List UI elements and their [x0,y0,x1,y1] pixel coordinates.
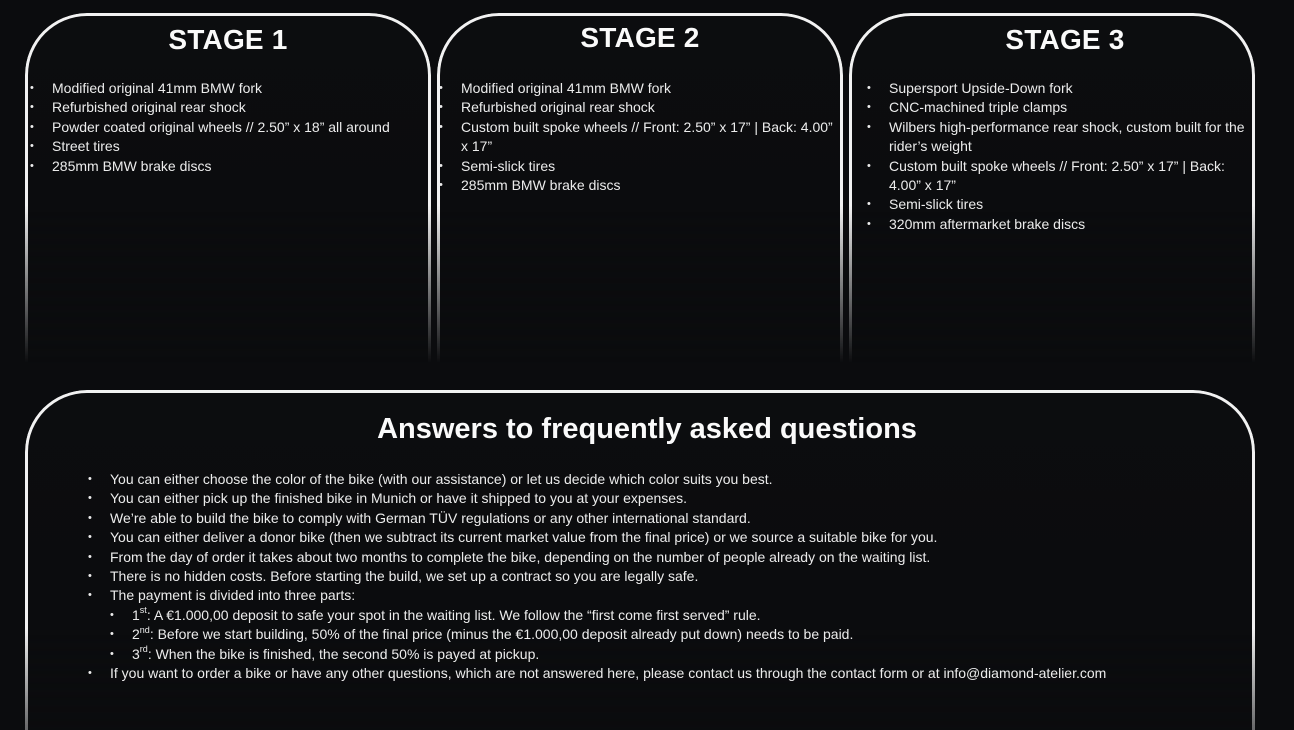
payment-part [110,625,1218,644]
list-item: • Semi-slick tires [439,157,839,176]
list-item: • From the day of order it takes about two months to complete the bike, depending on the number of people already on the waiting list. [88,548,1218,567]
list-item: • Custom built spoke wheels // Front: 2.50” x 17” | Back: 4.00” x 17” [439,118,839,157]
stage-3-title: STAGE 3 [1005,24,1125,55]
list-item: • You can either deliver a donor bike (then we subtract its current market value from the final price) or we source a suitable bike for you. [88,528,1218,547]
list-item: • You can either choose the color of the bike (with our assistance) or let us decide which color suits you best. [88,470,1218,489]
stage-1-panel [25,13,431,363]
list-item: • Semi-slick tires [867,195,1259,214]
payment-intro: The payment is divided into three parts: [110,587,356,604]
payment-part-text: : A €1.000,00 deposit to safe your spot in the waiting list. We follow the “first come first served” rule. [146,606,761,623]
stage-2-list [439,79,839,195]
stage-1-content [30,79,428,176]
stage-3-list [867,79,1259,234]
list-item: • Powder coated original wheels // 2.50” x 18” all around [30,118,428,137]
list-item: • Custom built spoke wheels // Front: 2.50” x 17” | Back: 4.00” x 17” [867,157,1259,196]
list-item: • Wilbers high-performance rear shock, custom built for the rider’s weight [867,118,1259,157]
stage-2-content [439,79,839,195]
payment-part [110,645,1218,664]
faq-title: Answers to frequently asked questions [377,413,917,445]
ordinal-number: 2 [132,626,140,643]
list-item: • We’re able to build the bike to comply with German TÜV regulations or any other international standard. [88,509,1218,528]
list-item: • Refurbished original rear shock [30,98,428,117]
faq-list [88,470,1218,683]
payment-part-text: : Before we start building, 50% of the final price (minus the €1.000,00 deposit already put down) needs to be paid. [149,626,854,643]
ordinal-suffix: nd [139,624,150,635]
ordinal-number: 3 [132,645,140,662]
list-item: • There is no hidden costs. Before starting the build, we set up a contract so you are legally safe. [88,567,1218,586]
list-item: • Street tires [30,137,428,156]
payment-part [110,606,1218,625]
list-item: • You can either pick up the finished bike in Munich or have it shipped to you at your expenses. [88,489,1218,508]
payment-parts-list [110,606,1218,664]
stage-1-list [30,79,428,176]
list-item: • Modified original 41mm BMW fork [30,79,428,98]
stage-1-title: STAGE 1 [168,24,288,55]
list-item: • 285mm BMW brake discs [439,176,839,195]
ordinal-suffix: rd [139,644,148,654]
stage-3-content [867,79,1259,234]
ordinal-suffix: st [139,605,147,616]
list-item: • If you want to order a bike or have any other questions, which are not answered here, please contact us through the contact form or at info@diamond-atelier.com [88,664,1218,683]
list-item [88,586,1218,664]
list-item: • Refurbished original rear shock [439,98,839,117]
ordinal-number: 1 [132,606,140,623]
list-item: • 285mm BMW brake discs [30,157,428,176]
stage-2-title: STAGE 2 [580,22,700,53]
list-item: • CNC-machined triple clamps [867,98,1259,117]
list-item: • 320mm aftermarket brake discs [867,215,1259,234]
list-item: • Supersport Upside-Down fork [867,79,1259,98]
payment-part-text: : When the bike is finished, the second 50% is payed at pickup. [147,645,540,662]
list-item: • Modified original 41mm BMW fork [439,79,839,98]
